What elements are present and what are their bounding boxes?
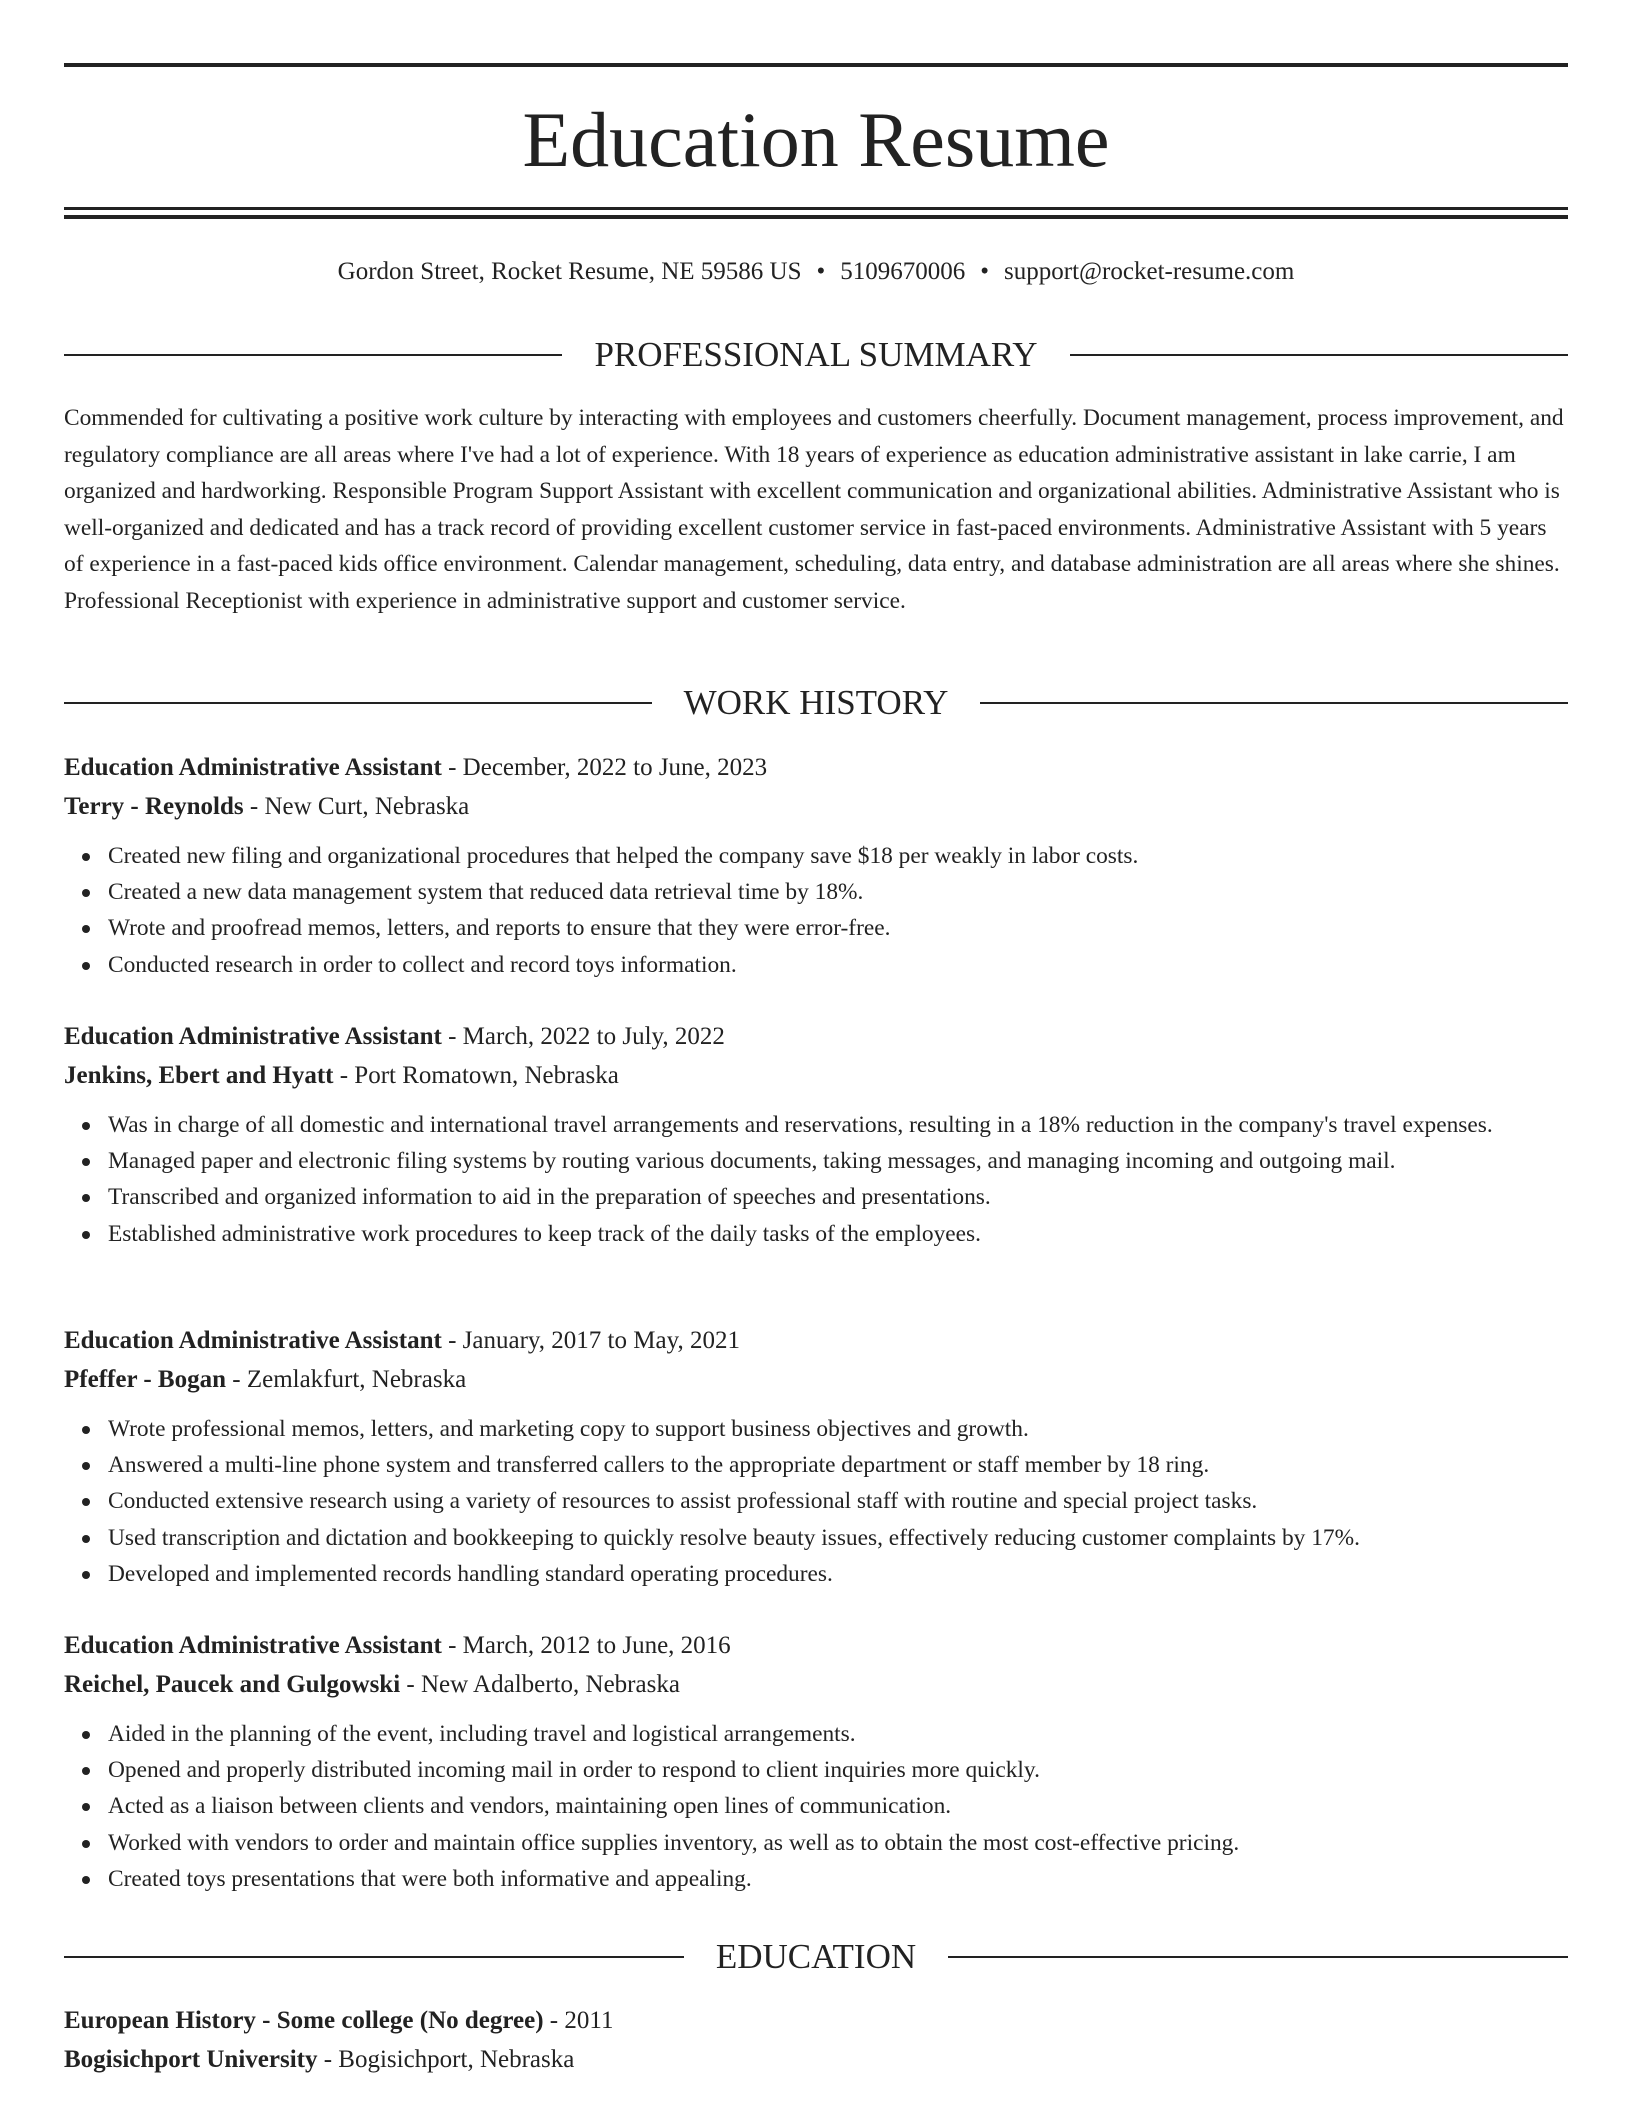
job-location: - New Curt, Nebraska [243,793,470,820]
job-dates: - March, 2022 to July, 2022 [441,1023,725,1050]
job-dates: - December, 2022 to June, 2023 [441,754,768,781]
job-bullet: Created new filing and organizational procedures that helped the company save $18 per weakly in labor costs. [108,838,1568,874]
job-bullet: Was in charge of all domestic and international travel arrangements and reservations, resulting in a 18% reduction in the company's travel expenses. [108,1107,1568,1143]
top-rule [64,63,1568,67]
contact-separator: • [816,258,826,285]
job-entry [64,748,1568,983]
job-bullets [64,1411,1568,1592]
job-bullet: Acted as a liaison between clients and vendors, maintaining open lines of communication. [108,1788,1568,1824]
heading-rule-left [64,1956,684,1958]
contact-separator: • [980,258,990,285]
contact-line [64,254,1568,290]
job-bullet: Created a new data management system that reduced data retrieval time by 18%. [108,874,1568,910]
job-employer-line [64,1665,1568,1704]
job-bullet: Conducted extensive research using a variety of resources to assist professional staff with routine and special project tasks. [108,1483,1568,1519]
job-title: Education Administrative Assistant [64,1327,442,1354]
job-bullet: Managed paper and electronic filing systems by routing various documents, taking messages, and managing incoming and outgoing mail. [108,1143,1568,1179]
education-entry [64,2001,1568,2079]
job-bullets [64,1716,1568,1897]
job-location: - Port Romatown, Nebraska [333,1062,619,1089]
job-title: Education Administrative Assistant [64,754,442,781]
title-rule-upper [64,207,1568,210]
job-entry [64,1321,1568,1592]
job-bullets [64,838,1568,983]
heading-rule-right [1070,354,1568,356]
job-employer: Terry - Reynolds [64,793,244,820]
job-bullets [64,1107,1568,1252]
job-title-line [64,1321,1568,1360]
summary-heading-label: PROFESSIONAL SUMMARY [594,335,1038,374]
job-entry [64,1626,1568,1897]
job-location: - New Adalberto, Nebraska [400,1671,680,1698]
job-bullet: Aided in the planning of the event, including travel and logistical arrangements. [108,1716,1568,1752]
job-title-line [64,748,1568,787]
contact-phone: 5109670006 [840,258,966,285]
work-history-heading-label: WORK HISTORY [683,683,949,722]
education-heading-label: EDUCATION [715,1937,917,1976]
heading-rule-left [64,354,562,356]
education-school-line [64,2040,1568,2079]
education-school: Bogisichport University [64,2046,318,2073]
heading-rule-right [980,702,1568,704]
education-heading [64,1935,1568,1979]
heading-rule-right [948,1956,1568,1958]
job-employer-line [64,1056,1568,1095]
job-employer: Jenkins, Ebert and Hyatt [64,1062,334,1089]
job-bullet: Wrote professional memos, letters, and marketing copy to support business objectives and growth. [108,1411,1568,1447]
job-dates: - March, 2012 to June, 2016 [441,1632,731,1659]
job-employer-line [64,787,1568,826]
job-bullet: Created toys presentations that were both informative and appealing. [108,1861,1568,1897]
job-employer: Pfeffer - Bogan [64,1366,226,1393]
job-bullet: Opened and properly distributed incoming mail in order to respond to client inquiries more quickly. [108,1752,1568,1788]
job-bullet: Transcribed and organized information to aid in the preparation of speeches and presentations. [108,1179,1568,1215]
job-bullet: Developed and implemented records handling standard operating procedures. [108,1556,1568,1592]
title-rule-lower [64,215,1568,219]
education-year: - 2011 [543,2007,614,2034]
job-bullet: Worked with vendors to order and maintain office supplies inventory, as well as to obtain the most cost-effective pricing. [108,1825,1568,1861]
heading-rule-left [64,702,652,704]
work-history-heading [64,681,1568,725]
contact-email: support@rocket-resume.com [1004,258,1295,285]
education-degree-line [64,2001,1568,2040]
job-bullet: Used transcription and dictation and bookkeeping to quickly resolve beauty issues, effectively reducing customer complaints by 17%. [108,1520,1568,1556]
summary-text: Commended for cultivating a positive work culture by interacting with employees and customers cheerfully. Document management, process improvement, and regulatory compliance are all areas where I've had a lot of experience. With 18 years of experience as education administrative assistant in lake carrie, I am organized and hardworking. Responsible Program Support Assistant with excellent communication and organizational abilities. Administrative Assistant who is well-organized and dedicated and has a track record of providing excellent customer service in fast-paced environments. Administrative Assistant with 5 years of experience in a fast-paced kids office environment. Calendar management, scheduling, data entry, and database administration are all areas where she shines. Professional Receptionist with experience in administrative support and customer service. [64,405,1564,614]
summary-heading [64,333,1568,377]
job-title-line [64,1626,1568,1665]
job-dates: - January, 2017 to May, 2021 [441,1327,740,1354]
job-entry [64,1017,1568,1252]
resume-title: Education Resume [522,96,1110,183]
job-bullet: Wrote and proofread memos, letters, and reports to ensure that they were error-free. [108,910,1568,946]
job-bullet: Conducted research in order to collect and record toys information. [108,947,1568,983]
education-degree: European History - Some college (No degree) [64,2007,544,2034]
job-title: Education Administrative Assistant [64,1632,442,1659]
education-location: - Bogisichport, Nebraska [317,2046,575,2073]
job-title-line [64,1017,1568,1056]
job-employer-line [64,1360,1568,1399]
job-title: Education Administrative Assistant [64,1023,442,1050]
contact-address: Gordon Street, Rocket Resume, NE 59586 US [337,258,802,285]
job-bullet: Established administrative work procedures to keep track of the daily tasks of the employees. [108,1216,1568,1252]
job-bullet: Answered a multi-line phone system and transferred callers to the appropriate department or staff member by 18 ring. [108,1447,1568,1483]
job-employer: Reichel, Paucek and Gulgowski [64,1671,401,1698]
job-location: - Zemlakfurt, Nebraska [226,1366,467,1393]
